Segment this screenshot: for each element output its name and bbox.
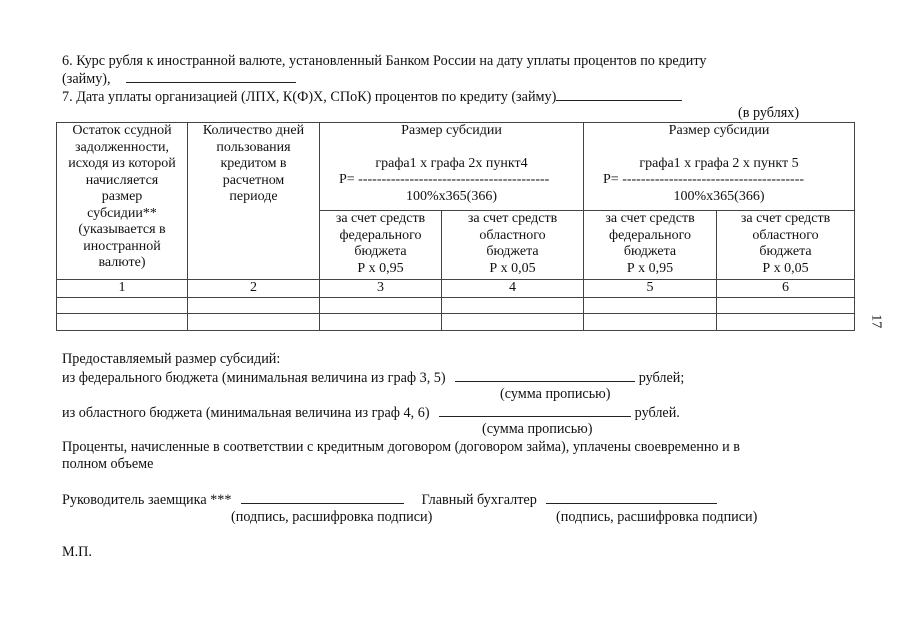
subsidy-group-2-title: Размер субсидии — [668, 123, 770, 138]
column-number: 4 — [442, 280, 584, 298]
column-number-row — [57, 280, 855, 298]
header-days-count-line: пользования — [216, 139, 291, 155]
paid-statement-line-2: полном объеме — [62, 456, 154, 472]
table-cell[interactable] — [584, 297, 717, 313]
federal-label: из федерального бюджета (минимальная величина из граф 3, 5) — [62, 370, 446, 386]
subheader-regional-2 — [717, 211, 855, 280]
subheader-federal-1 — [320, 211, 442, 280]
exchange-rate-cont-text: (займу), — [62, 71, 111, 87]
header-loan-balance-line: иностранной — [83, 238, 161, 254]
subheader-federal-line: за счет средств — [335, 211, 426, 226]
regional-line — [62, 404, 680, 422]
regional-suffix: рублей. — [634, 405, 680, 421]
accountant-signature-hint: (подпись, расшифровка подписи) — [556, 509, 758, 525]
table-cell[interactable] — [188, 313, 320, 330]
payment-date-line — [62, 88, 682, 106]
table-header-row — [57, 123, 855, 211]
exchange-rate-line — [62, 53, 706, 70]
column-number: 5 — [584, 280, 717, 298]
exchange-rate-line-cont — [62, 70, 296, 88]
subsidy-group-2-formula: Р= --------------------------------------- — [603, 172, 805, 187]
header-days-count-line: расчетном — [222, 172, 285, 188]
federal-hint: (сумма прописью) — [500, 386, 611, 402]
subheader-federal-line: Р х 0,95 — [626, 260, 674, 276]
federal-amount-blank[interactable] — [455, 369, 635, 382]
subsidy-group-1-title: Размер субсидии — [401, 123, 502, 138]
header-loan-balance — [57, 123, 188, 280]
regional-amount-blank[interactable] — [439, 404, 631, 417]
paid-statement-line-1: Проценты, начисленные в соответствии с кредитным договором (договором займа), уплачены своевременно и в — [62, 439, 740, 455]
exchange-rate-text: 6. Курс рубля к иностранной валюте, установленный Банком России на дату уплаты процентов по кредиту — [62, 53, 707, 69]
header-loan-balance-line: валюте) — [98, 255, 146, 270]
subheader-federal-line: федерального — [339, 227, 422, 243]
header-subsidy-group-2 — [584, 123, 855, 211]
subheader-federal-line: Р х 0,95 — [357, 260, 404, 276]
header-days-count-line: Количество дней — [202, 123, 305, 138]
head-signature-blank[interactable] — [241, 491, 404, 504]
accountant-signature-blank[interactable] — [546, 491, 717, 504]
head-label: Руководитель заемщика *** — [62, 492, 232, 508]
header-days-count — [188, 123, 320, 280]
table-cell[interactable] — [717, 313, 855, 330]
table-cell[interactable] — [320, 313, 442, 330]
regional-label: из областного бюджета (минимальная величина из граф 4, 6) — [62, 405, 430, 421]
page-number: 17 — [868, 314, 884, 329]
subsidy-group-2-denominator: 100%х365(366) — [673, 188, 765, 204]
subheader-regional-1 — [442, 211, 584, 280]
subheader-regional-line: областного — [479, 227, 546, 243]
subheader-federal-line: за счет средств — [605, 211, 695, 226]
subsidy-group-1-formula: Р= ----------------------------------------- — [339, 172, 550, 187]
column-number: 6 — [717, 280, 855, 298]
federal-suffix: рублей; — [638, 370, 685, 386]
subheader-federal-line: федерального — [609, 227, 692, 243]
summary-intro: Предоставляемый размер субсидий: — [62, 351, 281, 367]
signature-line — [62, 491, 717, 509]
unit-note: (в рублях) — [738, 105, 800, 121]
column-number: 2 — [188, 280, 320, 298]
table-cell[interactable] — [188, 297, 320, 313]
subsidy-group-1-denominator: 100%х365(366) — [406, 188, 497, 204]
header-loan-balance-line: (указывается в — [78, 222, 166, 237]
accountant-label: Главный бухгалтер — [421, 492, 537, 508]
column-number: 1 — [57, 280, 188, 298]
header-loan-balance-line: начисляется — [85, 172, 159, 188]
header-loan-balance-line: исходя из которой — [68, 156, 176, 171]
subheader-regional-line: бюджета — [486, 244, 539, 259]
column-number: 3 — [320, 280, 442, 298]
table-row — [57, 297, 855, 313]
payment-date-blank[interactable] — [556, 88, 682, 101]
payment-date-text: 7. Дата уплаты организацией (ЛПХ, К(Ф)Х, СПоК) процентов по кредиту (займу) — [62, 89, 557, 105]
table-cell[interactable] — [584, 313, 717, 330]
subheader-regional-line: за счет средств — [740, 211, 831, 226]
header-days-count-line: периоде — [229, 189, 278, 204]
stamp-placeholder: М.П. — [62, 544, 92, 560]
subheader-regional-line: Р х 0,05 — [762, 260, 809, 276]
subsidy-group-1-numerator: графа1 х графа 2х пункт4 — [375, 155, 528, 171]
table-row — [57, 313, 855, 330]
header-loan-balance-line: задолженности, — [74, 139, 170, 155]
table-cell[interactable] — [57, 313, 188, 330]
head-signature-hint: (подпись, расшифровка подписи) — [231, 509, 433, 525]
header-subsidy-group-1 — [320, 123, 584, 211]
subheader-regional-line: бюджета — [759, 244, 812, 259]
header-loan-balance-line: размер — [101, 189, 143, 204]
subsidy-group-2-numerator: графа1 х графа 2 х пункт 5 — [639, 155, 799, 171]
subheader-federal-line: бюджета — [623, 244, 677, 259]
federal-line — [62, 369, 684, 387]
table-cell[interactable] — [717, 297, 855, 313]
table-cell[interactable] — [57, 297, 188, 313]
subheader-federal-line: бюджета — [354, 244, 407, 259]
header-loan-balance-line: субсидии** — [87, 205, 157, 221]
header-loan-balance-line: Остаток ссудной — [72, 123, 172, 138]
header-days-count-line: кредитом в — [220, 156, 287, 171]
table-cell[interactable] — [442, 313, 584, 330]
subheader-regional-line: за счет средств — [467, 211, 558, 226]
subheader-regional-line: областного — [752, 227, 819, 243]
subsidy-table — [56, 122, 855, 331]
subheader-regional-line: Р х 0,05 — [489, 260, 536, 276]
exchange-rate-blank[interactable] — [126, 70, 296, 83]
table-cell[interactable] — [320, 297, 442, 313]
subheader-federal-2 — [584, 211, 717, 280]
table-cell[interactable] — [442, 297, 584, 313]
regional-hint: (сумма прописью) — [482, 421, 593, 437]
